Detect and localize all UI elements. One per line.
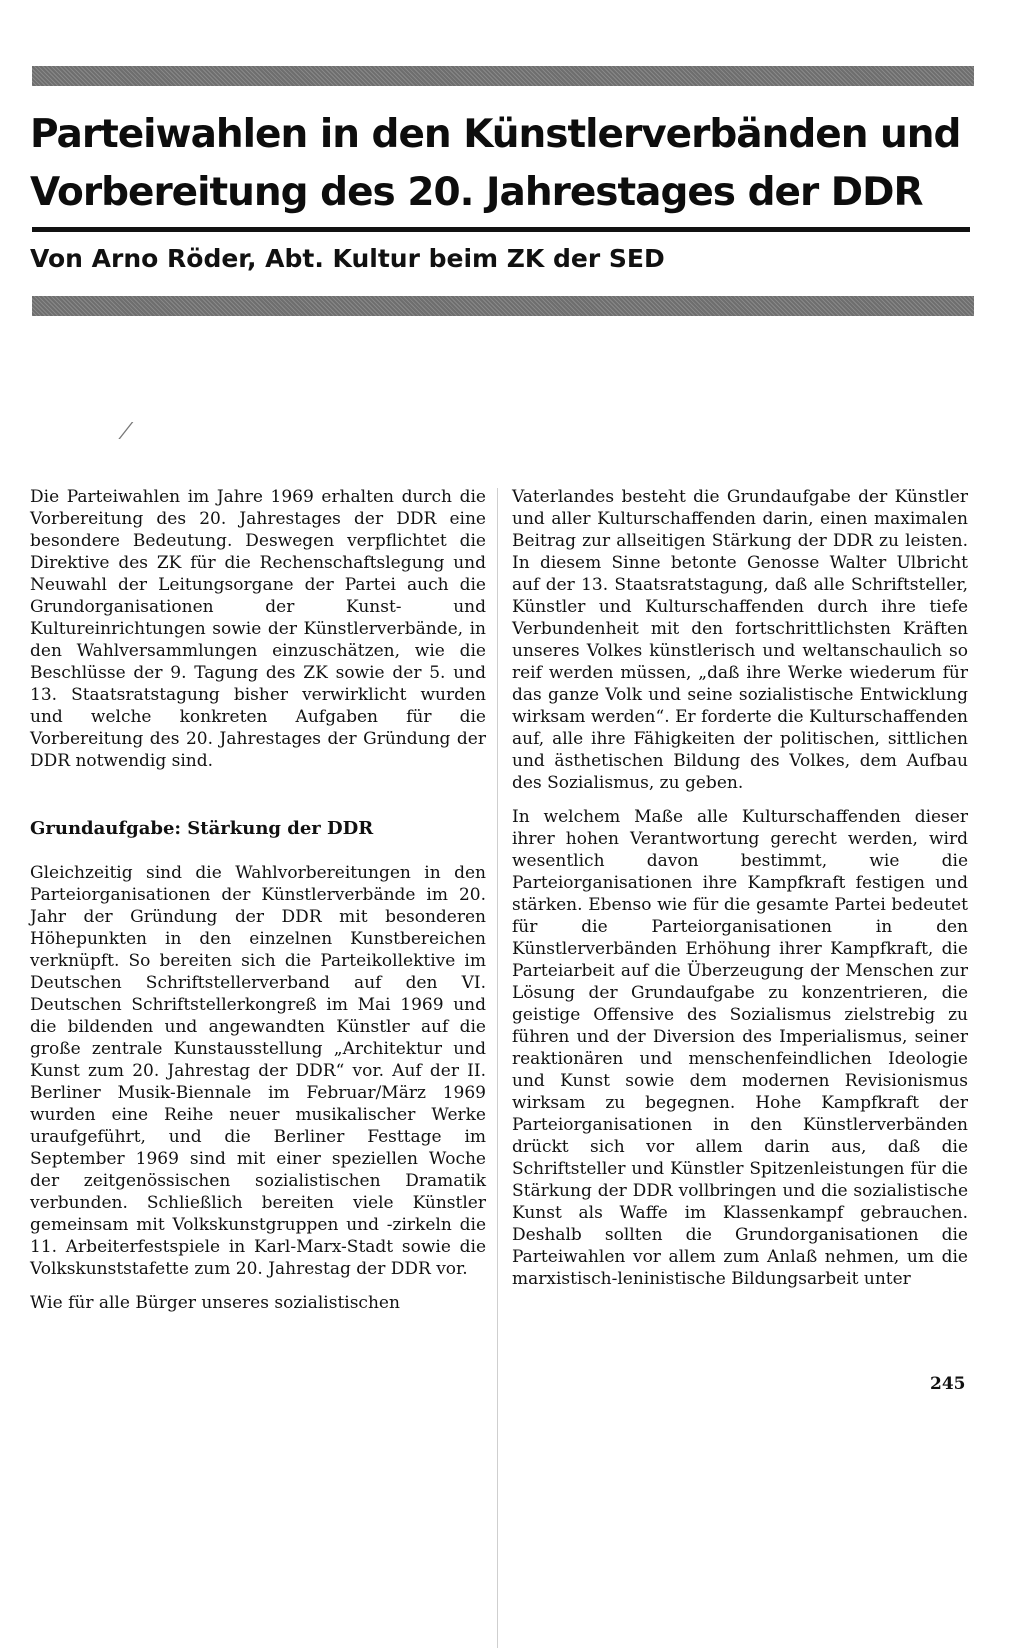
paragraph: In welchem Maße alle Kulturschaffenden dieser ihrer hohen Verantwortung gerecht werden, wird wesentlich davon bestimmt, wie die Parteiorganisationen ihre Kampfkraft festigen und stärken. Ebenso wie für die gesamte Partei bedeutet für die Parteiorganisationen in den Künstlerverbänden Erhöhung ihrer Kampfkraft, die Parteiarbeit auf die Überzeugung der Menschen zur Lösung der Grundaufgabe zu konzentrieren, die geistige Offensive des Sozialismus zielstrebig zu führen und der Diversion des Imperialismus, seiner reaktionären und menschenfeindlichen Ideologie und Kunst sowie dem modernen Revisionismus wirksam zu begegnen. Hohe Kampfkraft der Parteiorganisationen in den Künstlerverbänden drückt sich vor allem darin aus, daß die Schriftsteller und Künstler Spitzenleistungen für die Stärkung der DDR vollbringen und die sozialistische Kunst als Waffe im Klassenkampf gebrauchen. Deshalb sollten die Grundorganisationen die Parteiwahlen vor allem zum Anlaß nehmen, um die marxistisch-leninistische Bildungsarbeit unter [512,807,968,1289]
paragraph: Wie für alle Bürger unseres sozialistischen [30,1293,400,1313]
section-heading: Grundaufgabe: Stärkung der DDR [30,818,374,839]
article-title: Parteiwahlen in den Künstlerverbänden und Vorbereitung des 20. Jahrestages der DDR [30,112,961,215]
title-underline-rule [32,227,970,232]
text-column-right [512,486,968,1290]
header-decorative-bar-bottom [32,296,974,316]
column-divider [497,488,498,1648]
paragraph: Gleichzeitig sind die Wahlvorbereitungen in den Parteiorganisationen der Künstlerverbände im 20. Jahr der Gründung der DDR mit besonderen Höhepunkten in den einzelnen Kunstbereichen verknüpft. So bereiten sich die Parteikollektive im Deutschen Schriftstellerverband auf den VI. Deutschen Schriftstellerkongreß im Mai 1969 und die bildenden und angewandten Künstler auf die große zentrale Kunstausstellung „Architektur und Kunst zum 20. Jahrestag der DDR“ vor. Auf der II. Berliner Musik-Biennale im Februar/März 1969 wurden eine Reihe neuer musikalischer Werke uraufgeführt, und die Berliner Festtage im September 1969 sind mit einer speziellen Woche der zeitgenössischen sozialistischen Dramatik verbunden. Schließlich bereiten viele Künstler gemeinsam mit Volkskunstgruppen und -zirkeln die 11. Arbeiterfestspiele in Karl-Marx-Stadt sowie die Volkskunststafette zum 20. Jahrestag der DDR vor. [30,863,486,1279]
article-byline: Von Arno Röder, Abt. Kultur beim ZK der SED [30,244,665,273]
paragraph: Vaterlandes besteht die Grundaufgabe der Künstler und aller Kulturschaffenden darin, einen maximalen Beitrag zur allseitigen Stärkung der DDR zu leisten. In diesem Sinne betonte Genosse Walter Ulbricht auf der 13. Staatsratstagung, daß alle Schriftsteller, Künstler und Kulturschaffenden durch ihre tiefe Verbundenheit mit den fortschrittlichsten Kräften unseres Volkes künstlerisch und weltanschaulich so reif werden müssen, „daß ihre Werke wiederum für das ganze Volk und seine sozialistische Entwicklung wirksam werden“. Er forderte die Kulturschaffenden auf, alle ihre Fähigkeiten der politischen, sittlichen und ästhetischen Bildung des Volkes, dem Aufbau des Sozialismus, zu geben. [512,487,968,793]
header-decorative-bar-top [32,66,974,86]
text-column-left [30,486,486,1314]
paragraph: Die Parteiwahlen im Jahre 1969 erhalten durch die Vorbereitung des 20. Jahrestages der DDR eine besondere Bedeutung. Deswegen verpflichtet die Direktive des ZK für die Rechenschaftslegung und Neuwahl der Leitungsorgane der Partei auch die Grundorganisationen der Kunst- und Kultureinrichtungen sowie der Künstlerverbände, in den Wahlversammlungen einzuschätzen, wie die Beschlüsse der 9. Tagung des ZK sowie der 5. und 13. Staatsratstagung bisher verwirklicht wurden und welche konkreten Aufgaben für die Vorbereitung des 20. Jahrestages der Gründung der DDR notwendig sind. [30,487,486,771]
stray-pen-mark: ⁄ [124,420,128,445]
page-number: 245 [930,1374,966,1394]
